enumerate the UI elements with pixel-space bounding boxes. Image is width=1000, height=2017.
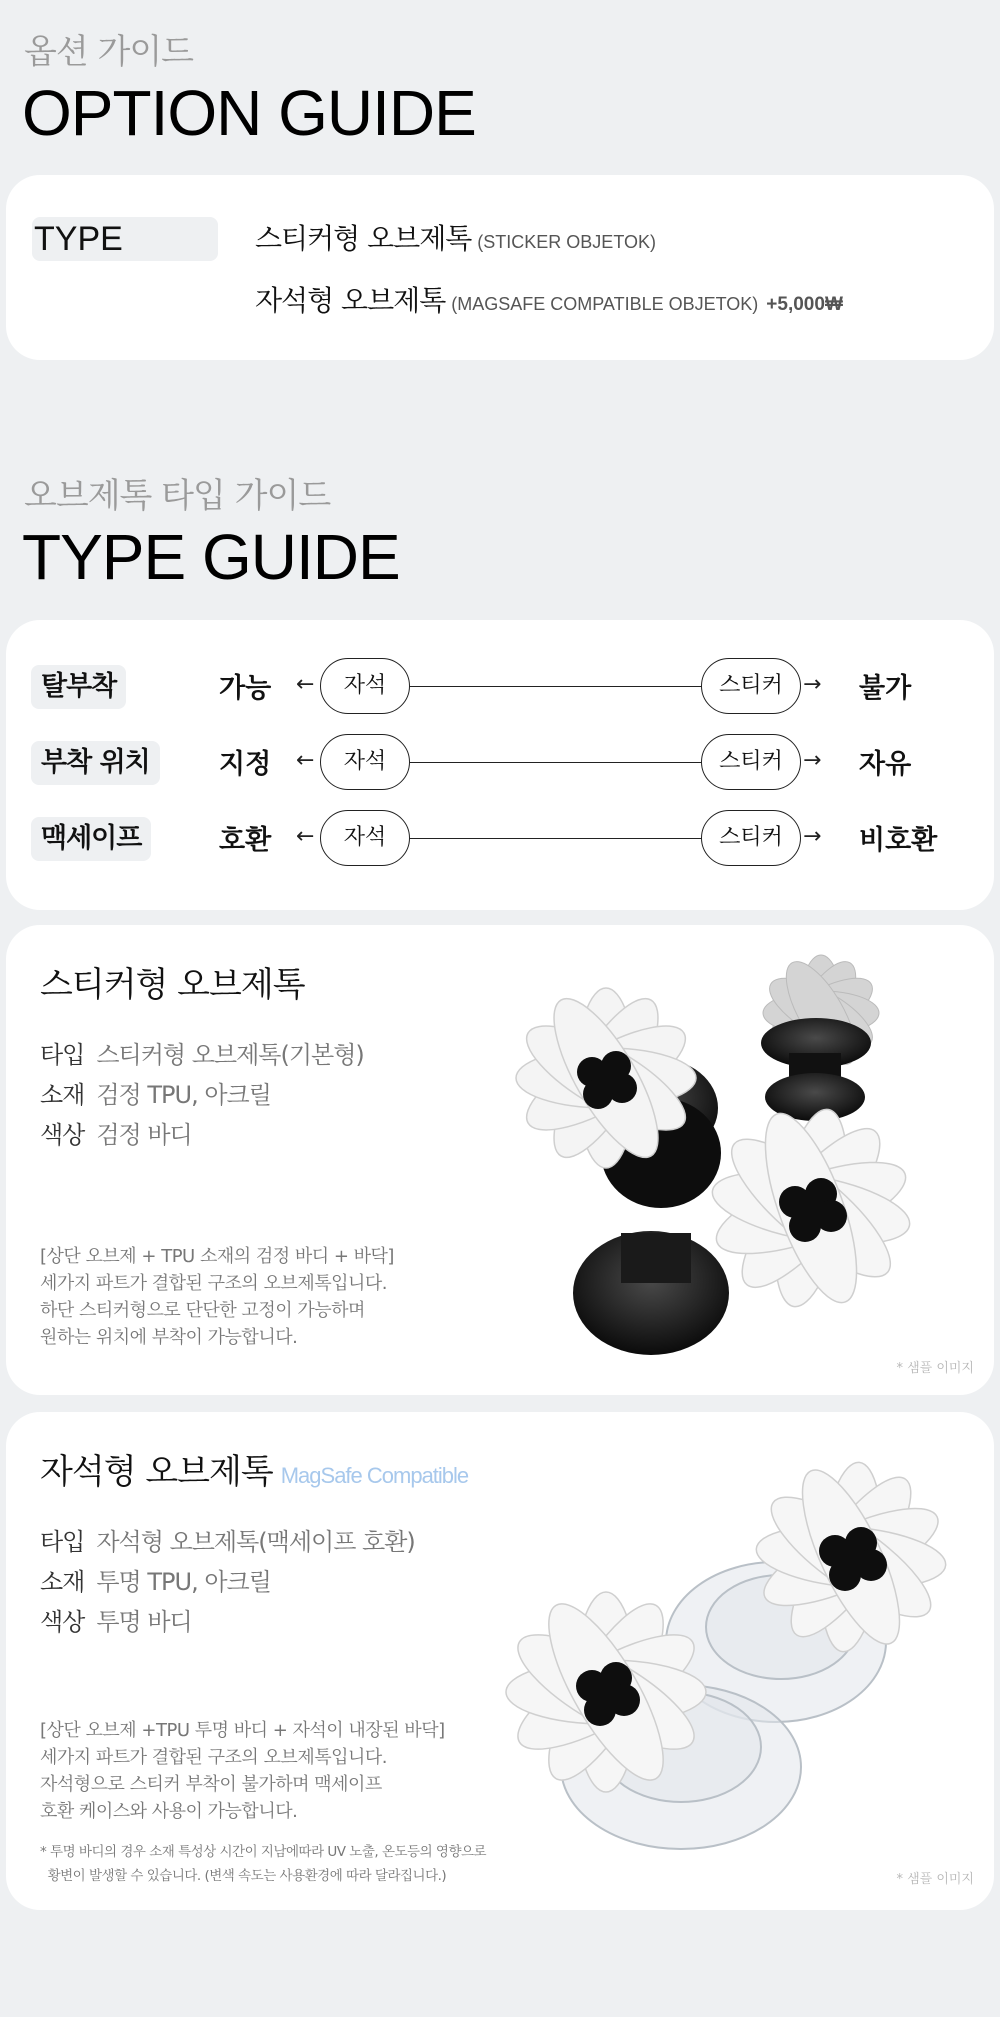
spec-row <box>40 1522 415 1557</box>
spec-row <box>40 1602 192 1637</box>
description-line: 세가지 파트가 결합된 구조의 오브제톡입니다. <box>40 1747 387 1768</box>
sample-image-note: * 샘플 이미지 <box>896 1872 974 1887</box>
guide-connector-line <box>406 686 706 687</box>
guide-connector-line <box>406 838 706 839</box>
guide-row-label: 맥세이프 <box>31 817 151 861</box>
sticker-pill: 스티커 <box>701 658 801 714</box>
guide-row-magnet-value: 지정 <box>219 749 272 780</box>
product-title-line <box>40 1444 468 1493</box>
arrow-right-icon: → <box>803 672 822 697</box>
description-line: 원하는 위치에 부착이 가능합니다. <box>40 1327 298 1348</box>
guide-row <box>6 734 994 790</box>
guide-row-label: 탈부착 <box>31 665 126 709</box>
yellowing-notice <box>40 1840 486 1888</box>
option-price: +5,000₩ <box>766 294 843 315</box>
spec-value: 검정 TPU, 아크릴 <box>96 1081 271 1109</box>
option-name: 자석형 오브제톡 <box>255 284 446 317</box>
guide-row-sticker-value: 자유 <box>859 749 912 780</box>
spec-key: 타입 <box>40 1528 85 1556</box>
sticker-product-card <box>6 925 994 1395</box>
sticker-objetok-image <box>511 953 971 1383</box>
guide-row-sticker-value: 불가 <box>859 673 912 704</box>
product-description <box>40 1717 445 1825</box>
type-label: TYPE <box>32 217 218 261</box>
magnet-pill: 자석 <box>320 810 410 866</box>
type-guide-title: TYPE GUIDE <box>22 521 400 593</box>
spec-row <box>40 1075 271 1110</box>
product-title: 자석형 오브제톡 <box>40 1452 273 1492</box>
product-subtitle: MagSafe Compatible <box>280 1463 469 1488</box>
guide-row-sticker-value: 비호환 <box>859 825 938 856</box>
spec-key: 소재 <box>40 1568 85 1596</box>
guide-row <box>6 810 994 866</box>
description-line: 호환 케이스와 사용이 가능합니다. <box>40 1801 298 1822</box>
description-line: 하단 스티커형으로 단단한 고정이 가능하며 <box>40 1300 365 1321</box>
magsafe-objetok-image <box>481 1437 981 1887</box>
spec-value: 투명 TPU, 아크릴 <box>96 1568 271 1596</box>
spec-value: 스티커형 오브제톡(기본형) <box>96 1041 364 1069</box>
magnet-pill: 자석 <box>320 734 410 790</box>
arrow-left-icon: ← <box>296 672 315 697</box>
option-magnet[interactable] <box>255 279 843 319</box>
sample-image-note: * 샘플 이미지 <box>896 1361 974 1376</box>
arrow-left-icon: ← <box>296 748 315 773</box>
option-english: (STICKER OBJETOK) <box>477 232 656 252</box>
option-guide-title: OPTION GUIDE <box>22 77 476 149</box>
magnet-product-card <box>6 1412 994 1910</box>
arrow-right-icon: → <box>803 824 822 849</box>
spec-row <box>40 1562 271 1597</box>
option-guide-kicker: 옵션 가이드 <box>24 32 194 72</box>
type-guide-kicker: 오브제톡 타입 가이드 <box>24 476 331 516</box>
product-description <box>40 1243 394 1351</box>
spec-key: 타입 <box>40 1041 85 1069</box>
arrow-right-icon: → <box>803 748 822 773</box>
option-card <box>6 175 994 360</box>
magnet-pill: 자석 <box>320 658 410 714</box>
product-title: 스티커형 오브제톡 <box>40 965 305 1005</box>
guide-row-magnet-value: 가능 <box>219 673 272 704</box>
arrow-left-icon: ← <box>296 824 315 849</box>
option-sticker[interactable] <box>255 217 656 257</box>
type-guide-card <box>6 620 994 910</box>
description-line: 자석형으로 스티커 부착이 불가하며 맥세이프 <box>40 1774 382 1795</box>
spec-key: 색상 <box>40 1121 85 1149</box>
spec-value: 자석형 오브제톡(맥세이프 호환) <box>96 1528 415 1556</box>
spec-row <box>40 1035 364 1070</box>
guide-row <box>6 658 994 714</box>
option-english: (MAGSAFE COMPATIBLE OBJETOK) <box>451 294 759 314</box>
spec-row <box>40 1115 192 1150</box>
description-line: [상단 오브제 + TPU 소재의 검정 바디 + 바닥] <box>40 1246 394 1267</box>
description-line: 세가지 파트가 결합된 구조의 오브제톡입니다. <box>40 1273 387 1294</box>
notice-line: 황변이 발생할 수 있습니다. (변색 속도는 사용환경에 따라 달라집니다.) <box>40 1868 447 1884</box>
guide-connector-line <box>406 762 706 763</box>
guide-row-label: 부착 위치 <box>31 741 160 785</box>
spec-value: 검정 바디 <box>96 1121 192 1149</box>
sticker-pill: 스티커 <box>701 734 801 790</box>
spec-value: 투명 바디 <box>96 1608 192 1636</box>
option-name: 스티커형 오브제톡 <box>255 222 472 255</box>
spec-key: 색상 <box>40 1608 85 1636</box>
description-line: [상단 오브제 +TPU 투명 바디 + 자석이 내장된 바닥] <box>40 1720 445 1741</box>
spec-key: 소재 <box>40 1081 85 1109</box>
sticker-pill: 스티커 <box>701 810 801 866</box>
notice-line: * 투명 바디의 경우 소재 특성상 시간이 지남에따라 UV 노출, 온도등의 영향으로 <box>40 1844 487 1860</box>
guide-row-magnet-value: 호환 <box>219 825 272 856</box>
